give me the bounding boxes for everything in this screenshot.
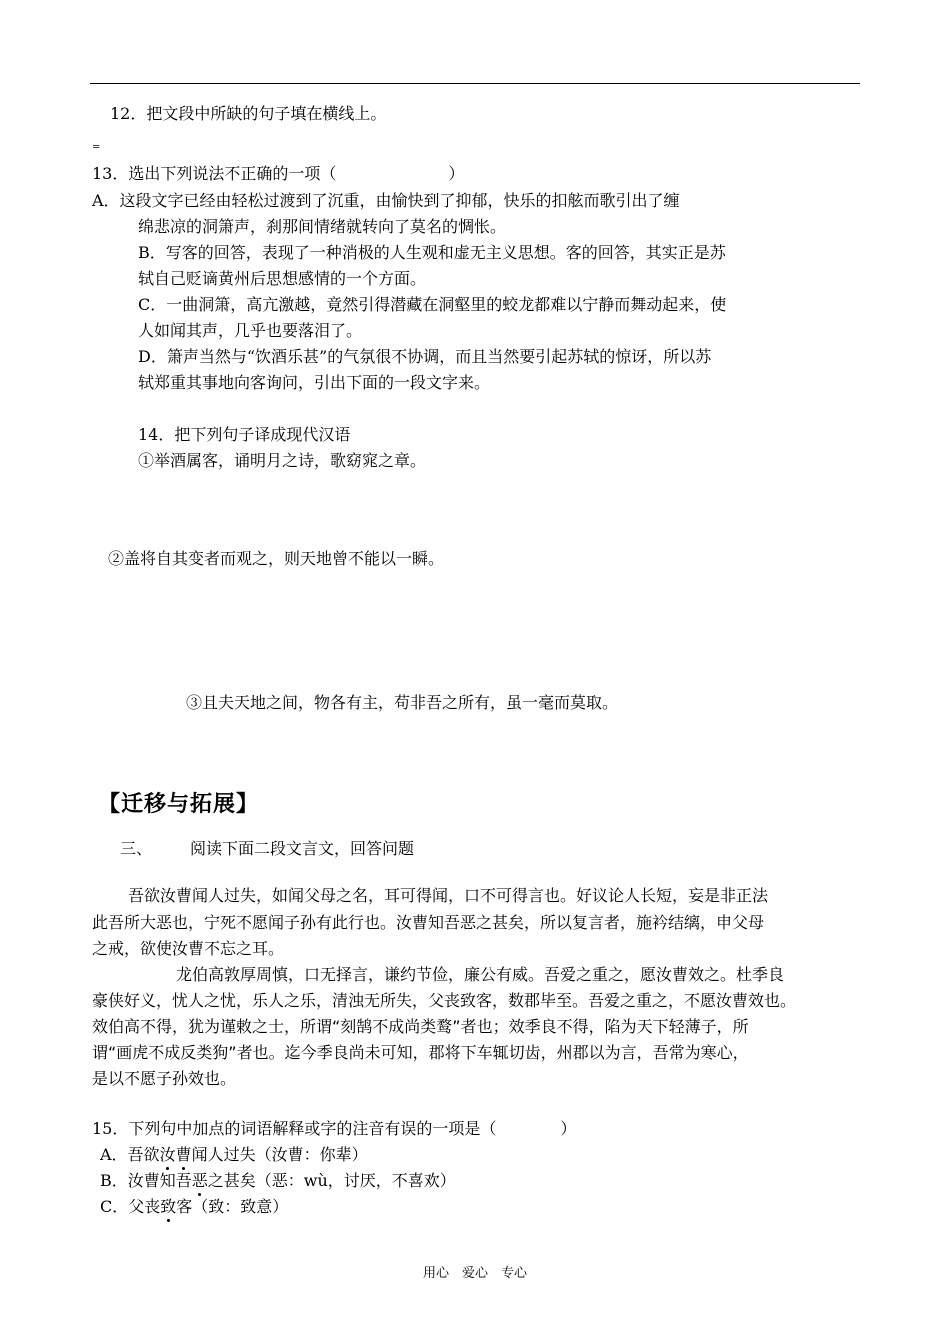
passage-p1-line1: 吾欲汝曹闻人过失，如闻父母之名，耳可得闻，口不可得言也。好议论人长短，妄是非正法 bbox=[128, 886, 769, 905]
option-c-line1: C．一曲洞箫，高亢激越，竟然引得潜藏在洞壑里的蛟龙都难以宁静而舞动起来，使 bbox=[138, 295, 727, 314]
option-a-line2: 绵悲凉的洞箫声，刹那间情绪就转向了莫名的惆怅。 bbox=[138, 217, 507, 236]
option-b-line2: 轼自己贬谪黄州后思想感情的一个方面。 bbox=[138, 269, 427, 288]
question-14-stem: 14．把下列句子译成现代汉语 bbox=[138, 425, 351, 444]
stray-mark: = bbox=[92, 142, 101, 153]
sentence-2: ②盖将自其变者而观之，则天地曾不能以一瞬。 bbox=[108, 549, 445, 568]
q15-option-b bbox=[100, 1170, 456, 1192]
passage-p2-line3: 效伯高不得，犹为谨敕之士，所谓“刻鹄不成尚类鹜”者也；效季良不得，陷为天下轻薄子，所 bbox=[92, 1017, 749, 1036]
q15-b-suffix: 之甚矣（恶：wù，讨厌，不喜欢） bbox=[207, 1171, 456, 1190]
dotted-char: 恶 bbox=[191, 1171, 208, 1190]
q15-option-c bbox=[100, 1196, 288, 1218]
q15-option-a bbox=[100, 1144, 368, 1166]
passage-p2-line1: 龙伯高敦厚周慎，口无择言，谦约节俭，廉公有威。吾爱之重之，愿汝曹效之。杜季良 bbox=[176, 965, 785, 984]
passage-p2-line5: 是以不愿子孙效也。 bbox=[92, 1069, 237, 1088]
q15-c-prefix: C．父丧 bbox=[100, 1197, 161, 1216]
part-number: 三、 bbox=[120, 839, 153, 858]
option-d-line2: 轼郑重其事地向客询问，引出下面的一段文字来。 bbox=[138, 373, 491, 392]
q15-a-suffix: 闻人过失（汝曹：你辈） bbox=[191, 1145, 368, 1164]
dotted-char: 曹 bbox=[175, 1145, 192, 1164]
question-15-stem: 15．下列句中加点的词语解释或字的注音有误的一项是（ ） bbox=[92, 1119, 577, 1138]
option-d-line1: D．箫声当然与“饮酒乐甚”的气氛很不协调，而且当然要引起苏轼的惊讶，所以苏 bbox=[138, 347, 712, 366]
option-b-line1: B．写客的回答，表现了一种消极的人生观和虚无主义思想。客的回答，其实正是苏 bbox=[138, 243, 726, 262]
page-footer: 用心 爱心 专心 bbox=[422, 1266, 527, 1281]
passage-p1-line2: 此吾所大恶也，宁死不愿闻子孙有此行也。汝曹知吾恶之甚矣，所以复言者，施衿结缡，申父母 bbox=[92, 913, 765, 932]
sentence-3: ③且夫天地之间，物各有主，苟非吾之所有，虽一毫而莫取。 bbox=[186, 693, 619, 712]
q15-c-suffix: 客（致：致意） bbox=[176, 1197, 289, 1216]
passage-p2-line4: 谓“画虎不成反类狗”者也。迄今季良尚未可知，郡将下车辄切齿，州郡以为言，吾常为寒心， bbox=[92, 1043, 749, 1062]
passage-p1-line3: 之戒，欲使汝曹不忘之耳。 bbox=[92, 939, 285, 958]
option-a-line1: A．这段文字已经由轻松过渡到了沉重，由愉快到了抑郁，快乐的扣舷而歌引出了缠 bbox=[92, 191, 680, 210]
dotted-char: 致 bbox=[160, 1197, 177, 1216]
q15-a-prefix: A．吾欲 bbox=[100, 1145, 160, 1164]
section-title: 【迁移与拓展】 bbox=[98, 792, 260, 817]
q15-b-prefix: B．汝曹知吾 bbox=[100, 1171, 192, 1190]
option-c-line2: 人如闻其声，几乎也要落泪了。 bbox=[138, 321, 363, 340]
part-instruction: 阅读下面二段文言文，回答问题 bbox=[190, 839, 415, 858]
question-12: 12．把文段中所缺的句子填在横线上。 bbox=[110, 104, 387, 123]
dotted-char: 汝 bbox=[159, 1145, 176, 1164]
passage-p2-line2: 豪侠好义，忧人之忧，乐人之乐，清浊无所失，父丧致客，数郡毕至。吾爱之重之，不愿汝曹效也。 bbox=[92, 991, 797, 1010]
header-rule bbox=[90, 83, 860, 84]
question-13-stem: 13．选出下列说法不正确的一项（ ） bbox=[92, 164, 465, 183]
sentence-1: ①举酒属客，诵明月之诗，歌窈窕之章。 bbox=[138, 451, 427, 470]
